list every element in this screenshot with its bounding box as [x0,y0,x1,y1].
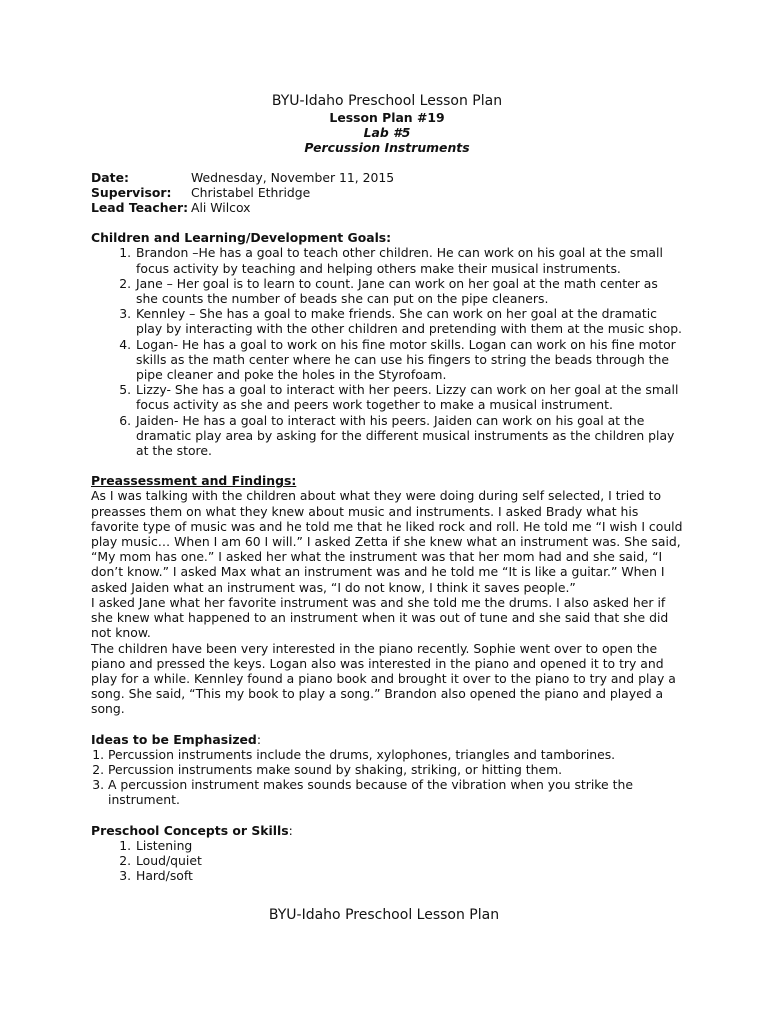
lesson-info [91,170,683,216]
goals-heading: Children and Learning/Development Goals: [91,230,392,246]
paragraph: As I was talking with the children about what they were doing during self selected, I tried to preasses them on what they knew about music and instruments. I asked Brady what his favorite type of music was and he told me that he liked rock and roll. He told me “I wish I could play music… When I am 60 I will.” I asked Zetta if she knew what an instrument was. She said, “My mom has one.” I asked her what the instrument was that her mom had and she said, “I don’t know.” I asked Max what an instrument was and he told me “It is like a guitar.” When I asked Jaiden what an instrument was, “I do not know, I think it saves people.” [91,488,683,595]
list-item: 1. Percussion instruments include the drums, xylophones, triangles and tamborines. [108,747,683,762]
ideas-heading-line [91,732,683,747]
ideas-heading: Ideas to be Emphasized [91,731,257,747]
list-item: 3. Kennley – She has a goal to make friends. She can work on her goal at the dramatic play by interacting with the other children and pretending with them at the music shop. [135,306,683,336]
lesson-plan-number: Lesson Plan #19 [329,110,445,125]
date-row [91,170,683,185]
lesson-topic: Percussion Instruments [304,140,470,156]
lead-teacher-value: Ali Wilcox [191,200,251,216]
list-item: 6. Jaiden- He has a goal to interact with his peers. Jaiden can work on his goal at the dramatic play area by asking for the different musical instruments as the children play at the store. [135,413,683,459]
paragraph: I asked Jane what her favorite instrument was and she told me the drums. I also asked her if she knew what happened to an instrument when it was out of tune and she said that she did not know. [91,594,669,641]
preassessment-heading: Preassessment and Findings: [91,473,297,489]
ideas-section [91,732,683,808]
list-item: 2. Jane – Her goal is to learn to count. Jane can work on her goal at the math center as she counts the number of beads she can put on the pipe cleaners. [135,276,683,306]
paragraph: The children have been very interested in the piano recently. Sophie went over to open the piano and pressed the keys. Logan also was interested in the piano and opened it to try and play for a while. Kennley found a piano book and brought it over to the piano to try and play a song. She said, “This my book to play a song.” Brandon also opened the piano and played a song. [91,640,676,717]
date-value: Wednesday, November 11, 2015 [191,169,395,185]
supervisor-value: Christabel Ethridge [191,184,311,200]
goals-list [91,245,683,458]
lead-teacher-row [91,200,683,215]
list-item: 5. Lizzy- She has a goal to interact with her peers. Lizzy can work on her goal at the small focus activity as she and peers work together to make a musical instrument. [135,382,683,412]
list-item: 3. Hard/soft [135,868,683,883]
concepts-heading-line [91,823,683,838]
list-item: 1. Listening [135,838,683,853]
ideas-heading-colon: : [256,731,261,747]
concepts-list [91,838,683,884]
concepts-heading-colon: : [288,822,293,838]
list-item: 2. Loud/quiet [135,853,683,868]
document-title: BYU-Idaho Preschool Lesson Plan [271,93,503,109]
supervisor-label: Supervisor: [91,184,172,200]
list-item: 3. A percussion instrument makes sounds because of the vibration when you strike the instrument. [108,777,683,807]
list-item: 2. Percussion instruments make sound by shaking, striking, or hitting them. [108,762,683,777]
goals-section [91,230,683,458]
lead-teacher-label: Lead Teacher: [91,200,189,216]
preassessment-section [91,473,683,716]
supervisor-row [91,185,683,200]
list-item: 4. Logan- He has a goal to work on his fine motor skills. Logan can work on his fine motor skills as the math center where he can use his fingers to string the beads through the pipe cleaner and poke the holes in the Styrofoam. [135,337,683,383]
concepts-heading: Preschool Concepts or Skills [91,822,289,838]
lab-number: Lab #5 [363,125,411,141]
lesson-plan-body [91,93,683,883]
date-label: Date: [91,169,129,185]
list-item: 1. Brandon –He has a goal to teach other children. He can work on his goal at the small focus activity by teaching and helping others make their musical instruments. [135,245,683,275]
next-page-title: BYU-Idaho Preschool Lesson Plan [268,907,500,923]
concepts-section [91,823,683,884]
ideas-list [91,747,683,808]
